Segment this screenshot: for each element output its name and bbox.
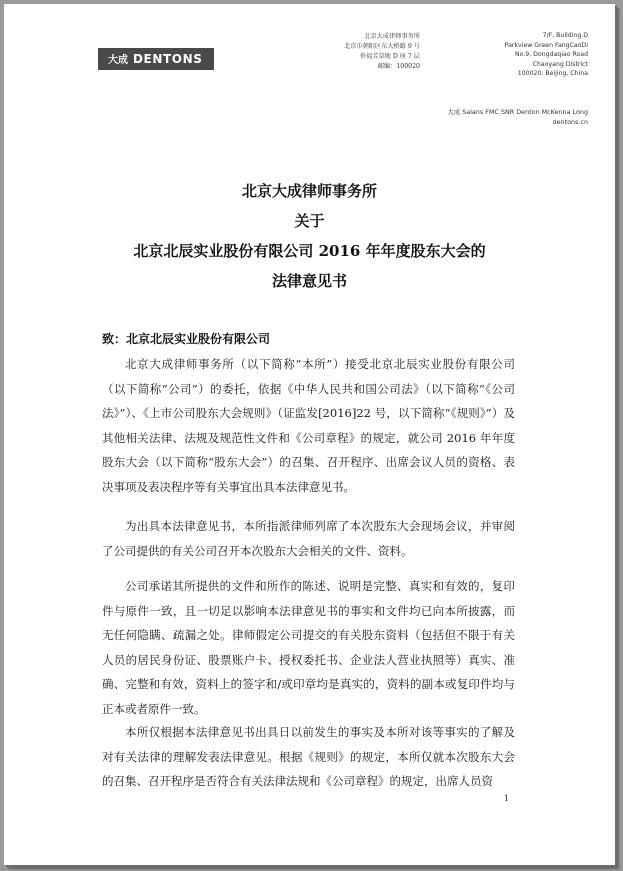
address-cn-line: 北京市朝阳区东大桥路 9 号 xyxy=(344,43,420,50)
title-line-3: 北京北辰实业股份有限公司 2016 年年度股东大会的 xyxy=(133,242,486,260)
address-cn-line: 邮编：100020 xyxy=(377,63,420,70)
firm-website: dentons.cn xyxy=(552,118,588,126)
address-en-line: Chaoyang District xyxy=(532,60,588,68)
body-paragraph: 公司承诺其所提供的文件和所作的陈述、说明是完整、真实和有效的，复印件与原件一致，且一切足以影响本法律意见书的事实和文件均已向本所披露，而无任何隐瞒、疏漏之处。律师假定公司提交的有关股东资料（包括但不限于有关人员的居民身份证、股票账户卡、授权委托书、企业法人营业执照等）真实、准确、完整和有效，资料上的签字和/或印章均是真实的，资料的副本或复印件均与正本或者原件一致。 xyxy=(102,579,515,716)
body-paragraph: 本所仅根据本法律意见书出具日以前发生的事实及本所对该等事实的了解及对有关法律的理解发表法律意见。根据《规则》的规定，本所仅就本次股东大会的召集、召开程序是否符合有关法律法规和《公司章程》的规定，出席人员资 xyxy=(102,725,515,789)
logo-en-text: DENTONS xyxy=(133,52,203,66)
body-paragraph: 北京大成律师事务所（以下简称“本所”）接受北京北辰实业股份有限公司（以下简称“公司”）的委托，依据《中华人民共和国公司法》（以下简称“《公司法》”）、《上市公司股东大会规则》（证监发[2016]22 号，以下简称“《规则》”）及其他相关法律、法规及规范性文件和《公司章程》的规定，就公司 2016 年年度股东大会（以下简称“股东大会”）的召集、召开程序、出席会议人员的资格、表决事项及表决程序等有关事宜出具本法律意见书。 xyxy=(102,357,515,494)
body-paragraph: 为出具本法律意见书，本所指派律师列席了本次股东大会现场会议，并审阅了公司提供的有关公司召开本次股东大会相关的文件、资料。 xyxy=(102,519,515,558)
title-line-4: 法律意见书 xyxy=(271,272,347,290)
address-en-line: No.9, Dongdaqiao Road xyxy=(515,51,588,59)
logo-cn-text: 大成 xyxy=(108,55,128,66)
address-cn-line: 侨福芳草地 D 座 7 层 xyxy=(359,53,420,60)
address-en-line: 7/F, Building D xyxy=(542,32,588,39)
address-en-block xyxy=(428,31,588,79)
firm-network-line: 大成 Salans FMC SNR Denton McKenna Long xyxy=(447,108,588,116)
title-line-1: 北京大成律师事务所 xyxy=(241,182,377,200)
address-en-line: 100020, Beijing, China xyxy=(517,70,588,78)
dentons-logo xyxy=(98,48,214,70)
page-number: 1 xyxy=(504,794,510,803)
document-page xyxy=(4,4,615,865)
addressee: 致：北京北辰实业股份有限公司 xyxy=(102,332,271,346)
title-line-2: 关于 xyxy=(294,212,325,230)
address-cn-block xyxy=(316,32,420,72)
address-en-line: Parkview Green FangCaoDi xyxy=(504,41,588,49)
address-cn-line: 北京大成律师事务所 xyxy=(364,33,420,40)
